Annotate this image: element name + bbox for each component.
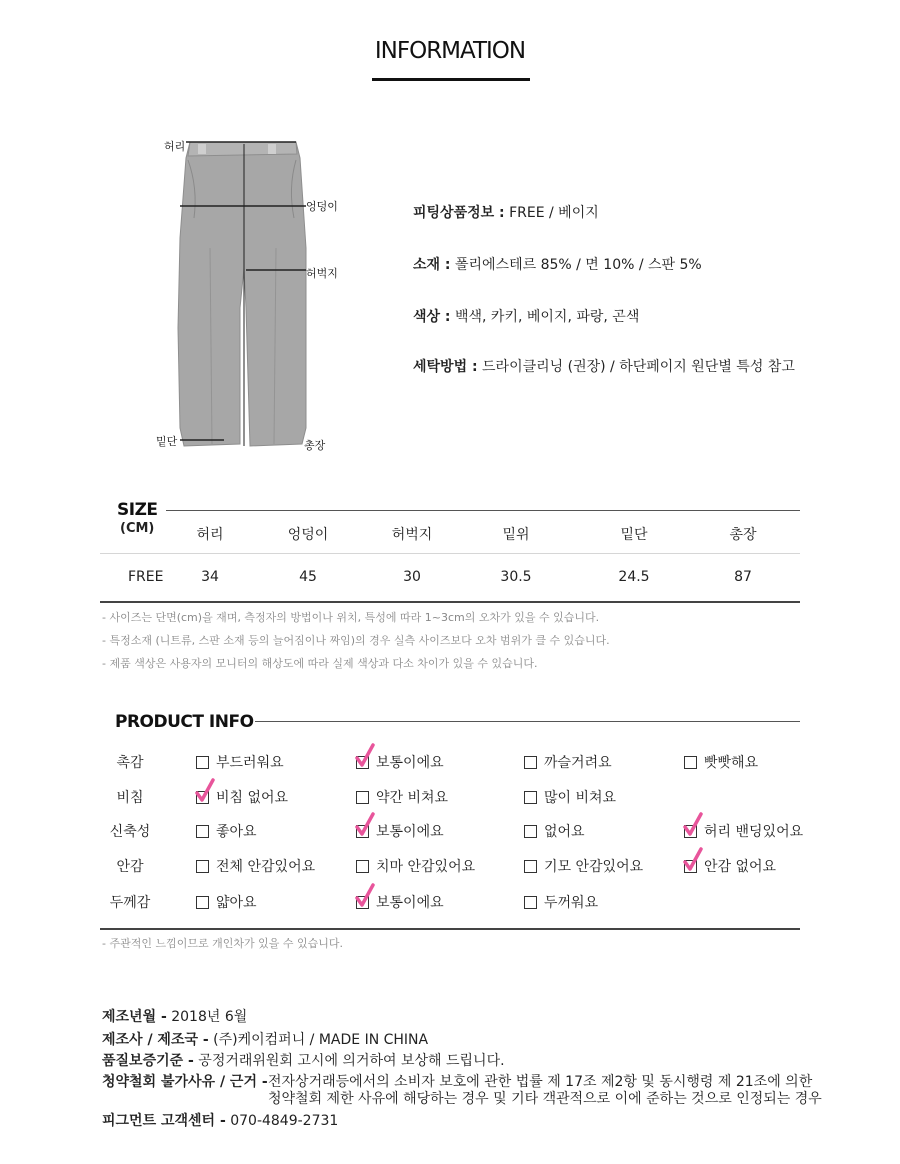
product-info-option[interactable] bbox=[196, 892, 257, 912]
product-info-option[interactable] bbox=[356, 787, 448, 807]
product-info-option[interactable] bbox=[684, 821, 803, 841]
product-info-option-label: 까슬거려요 bbox=[544, 755, 612, 771]
checkbox[interactable] bbox=[684, 860, 697, 873]
size-value: 87 bbox=[734, 569, 752, 585]
product-info-option-label: 보통이에요 bbox=[376, 824, 444, 840]
checkbox[interactable] bbox=[356, 825, 369, 838]
product-info-row-label: 비침 bbox=[116, 790, 144, 806]
size-col-header: 허리 bbox=[196, 527, 224, 543]
checkbox[interactable] bbox=[356, 756, 369, 769]
product-info-option[interactable] bbox=[524, 787, 616, 807]
size-col-header: 밑위 bbox=[502, 527, 530, 543]
product-info-note: - 주관적인 느낌이므로 개인차가 있을 수 있습니다. bbox=[102, 937, 343, 950]
checkbox[interactable] bbox=[524, 756, 537, 769]
size-note: - 사이즈는 단면(cm)을 재며, 측정자의 방법이나 위치, 특성에 따라 1~3cm의 오차가 있을 수 있습니다. bbox=[102, 611, 600, 624]
size-row-label: FREE bbox=[128, 569, 164, 585]
checkbox[interactable] bbox=[356, 860, 369, 873]
product-info-option-label: 얇아요 bbox=[216, 895, 257, 911]
product-info-option-label: 없어요 bbox=[544, 824, 585, 840]
label-waist: 허리 bbox=[164, 140, 186, 153]
checkbox[interactable] bbox=[684, 825, 697, 838]
footer-refund-line: 청약철회 제한 사유에 해당하는 경우 및 기타 객관적으로 이에 준하는 것으로 인정되는 경우 bbox=[268, 1091, 822, 1107]
size-heading-rule bbox=[166, 510, 800, 511]
checkmark-icon bbox=[355, 812, 375, 838]
product-info-heading: PRODUCT INFO bbox=[115, 712, 254, 732]
checkbox[interactable] bbox=[684, 756, 697, 769]
product-info-option[interactable] bbox=[196, 856, 315, 876]
footer-quality: 품질보증기준 - 공정거래위원회 고시에 의거하여 보상해 드립니다. bbox=[102, 1053, 505, 1069]
product-info-option[interactable] bbox=[356, 892, 444, 912]
info-washing: 세탁방법 : 드라이클리닝 (권장) / 하단페이지 원단별 특성 참고 bbox=[413, 359, 795, 375]
product-info-option[interactable] bbox=[356, 752, 444, 772]
product-info-option[interactable] bbox=[684, 752, 758, 772]
checkbox[interactable] bbox=[196, 860, 209, 873]
product-info-option-label: 부드러워요 bbox=[216, 755, 284, 771]
checkbox[interactable] bbox=[196, 756, 209, 769]
size-col-header: 허벅지 bbox=[391, 527, 433, 543]
footer-customer-center: 피그먼트 고객센터 - 070-4849-2731 bbox=[102, 1113, 339, 1129]
checkbox[interactable] bbox=[524, 860, 537, 873]
checkbox[interactable] bbox=[196, 896, 209, 909]
footer-refund-key: 청약철회 불가사유 / 근거 - bbox=[102, 1074, 268, 1090]
size-col-header: 엉덩이 bbox=[287, 527, 329, 543]
footer-manufacture-date: 제조년월 - 2018년 6월 bbox=[102, 1009, 248, 1025]
checkmark-icon bbox=[195, 778, 215, 804]
label-thigh: 허벅지 bbox=[306, 267, 338, 280]
size-value: 24.5 bbox=[618, 569, 650, 585]
title-underline bbox=[372, 78, 530, 81]
product-info-option-label: 치마 안감있어요 bbox=[376, 859, 476, 875]
product-info-option[interactable] bbox=[196, 752, 284, 772]
label-hip: 엉덩이 bbox=[306, 200, 338, 213]
product-info-option-label: 비침 없어요 bbox=[216, 790, 289, 806]
info-material: 소재 : 폴리에스테르 85% / 면 10% / 스판 5% bbox=[413, 257, 702, 273]
info-fitting: 피팅상품정보 : FREE / 베이지 bbox=[413, 205, 599, 221]
product-info-heading-rule bbox=[255, 721, 800, 722]
size-unit: (CM) bbox=[120, 521, 155, 536]
product-info-option-label: 좋아요 bbox=[216, 824, 257, 840]
product-info-option-label: 기모 안감있어요 bbox=[544, 859, 644, 875]
checkbox[interactable] bbox=[356, 791, 369, 804]
product-info-option-label: 보통이에요 bbox=[376, 755, 444, 771]
size-value: 30.5 bbox=[500, 569, 532, 585]
checkbox[interactable] bbox=[524, 825, 537, 838]
checkbox[interactable] bbox=[356, 896, 369, 909]
product-info-option-label: 전체 안감있어요 bbox=[216, 859, 316, 875]
size-value: 34 bbox=[201, 569, 219, 585]
pants-illustration bbox=[150, 128, 380, 462]
product-info-option[interactable] bbox=[356, 821, 444, 841]
size-heading: SIZE bbox=[117, 500, 158, 520]
checkmark-icon bbox=[683, 847, 703, 873]
size-col-header: 밑단 bbox=[620, 527, 648, 543]
checkbox[interactable] bbox=[196, 825, 209, 838]
size-note: - 특정소재 (니트류, 스판 소재 등의 늘어짐이나 짜임)의 경우 실측 사이즈보다 오차 범위가 클 수 있습니다. bbox=[102, 634, 610, 647]
label-length: 총장 bbox=[304, 439, 326, 452]
product-info-option[interactable] bbox=[524, 821, 585, 841]
checkbox[interactable] bbox=[196, 791, 209, 804]
size-row-divider bbox=[100, 553, 800, 554]
page-title: INFORMATION bbox=[374, 38, 526, 64]
product-info-row-label: 두께감 bbox=[109, 895, 151, 911]
product-info-row-label: 촉감 bbox=[116, 755, 144, 771]
checkbox[interactable] bbox=[524, 896, 537, 909]
product-info-option-label: 많이 비쳐요 bbox=[544, 790, 617, 806]
product-info-option-label: 빳빳해요 bbox=[704, 755, 759, 771]
product-info-option[interactable] bbox=[524, 856, 643, 876]
size-value: 30 bbox=[403, 569, 421, 585]
size-table-bottom-rule bbox=[100, 601, 800, 603]
size-col-header: 총장 bbox=[729, 527, 757, 543]
product-info-option-label: 보통이에요 bbox=[376, 895, 444, 911]
product-info-option[interactable] bbox=[196, 787, 288, 807]
product-info-option-label: 허리 밴딩있어요 bbox=[704, 824, 804, 840]
footer-refund-line: 전자상거래등에서의 소비자 보호에 관한 법률 제 17조 제2항 및 동시행령 제 21조에 의한 bbox=[268, 1074, 813, 1090]
product-info-option-label: 두꺼워요 bbox=[544, 895, 599, 911]
checkmark-icon bbox=[355, 743, 375, 769]
product-info-bottom-rule bbox=[100, 928, 800, 930]
product-info-option-label: 안감 없어요 bbox=[704, 859, 777, 875]
size-note: - 제품 색상은 사용자의 모니터의 해상도에 따라 실제 색상과 다소 차이가 있을 수 있습니다. bbox=[102, 657, 538, 670]
product-info-option[interactable] bbox=[196, 821, 257, 841]
product-info-option-label: 약간 비쳐요 bbox=[376, 790, 449, 806]
checkbox[interactable] bbox=[524, 791, 537, 804]
size-value: 45 bbox=[299, 569, 317, 585]
product-info-row-label: 안감 bbox=[116, 859, 144, 875]
product-info-option[interactable] bbox=[356, 856, 475, 876]
footer-manufacturer: 제조사 / 제조국 - (주)케이컴퍼니 / MADE IN CHINA bbox=[102, 1032, 429, 1048]
checkmark-icon bbox=[355, 883, 375, 909]
product-info-row-label: 신축성 bbox=[109, 824, 151, 840]
product-info-option[interactable] bbox=[524, 892, 598, 912]
label-hem: 밑단 bbox=[156, 435, 178, 448]
info-color: 색상 : 백색, 카키, 베이지, 파랑, 곤색 bbox=[413, 309, 640, 325]
checkmark-icon bbox=[683, 812, 703, 838]
product-info-option[interactable] bbox=[524, 752, 612, 772]
product-info-option[interactable] bbox=[684, 856, 776, 876]
